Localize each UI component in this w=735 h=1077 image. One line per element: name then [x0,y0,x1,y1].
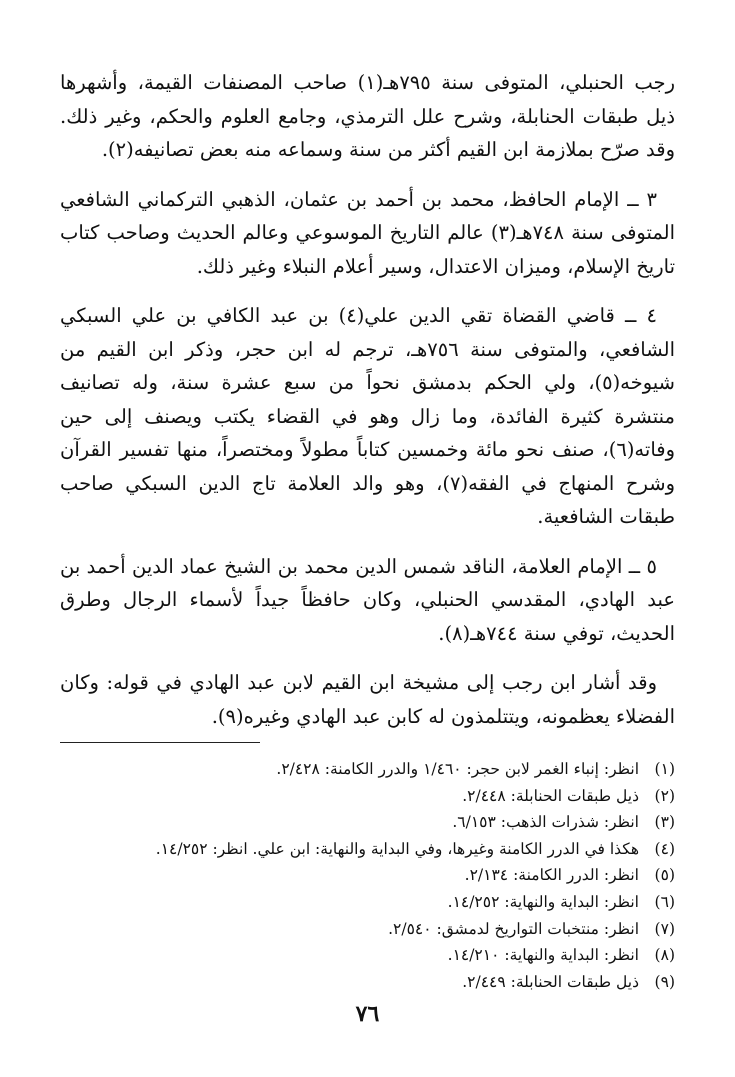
footnote-number: (٣) [654,813,675,832]
footnote-text: انظر: البداية والنهاية: ١٤/٢٥٢. [447,892,639,911]
footnote-3 [60,809,675,836]
footnote-4 [60,836,675,863]
footnote-number: (٧) [654,919,675,938]
footnote-text: انظر: إنباء الغمر لابن حجر: ١/٤٦٠ والدرر الكامنة: ٢/٤٢٨. [276,760,639,778]
footnote-5 [60,862,675,889]
footnote-text: ذيل طبقات الحنابلة: ٢/٤٤٨. [462,786,639,805]
footnote-text: انظر: منتخبات التواريخ لدمشق: ٢/٥٤٠. [388,919,639,938]
footnote-text: ذيل طبقات الحنابلة: ٢/٤٤٩. [462,972,639,991]
paragraph-2: ٣ ــ الإمام الحافظ، محمد بن أحمد بن عثمان، الذهبي التركماني الشافعي المتوفى سنة ٧٤٨هـ(٣) عالم التاريخ الموسوعي وعالم الحديث وصاحب كتاب تاريخ الإسلام، وميزان الاعتدال، وسير أعلام النبلاء وغير ذلك. [60,187,675,278]
footnote-number: (٦) [654,892,675,911]
footnote-text: هكذا في الدرر الكامنة وغيرها، وفي البداية والنهاية: ابن علي. انظر: ١٤/٢٥٢. [155,839,639,858]
page-number: ٧٦ [355,1001,380,1027]
footnote-7 [60,916,675,943]
book-page [60,66,675,1077]
footnote-number: (٨) [654,946,675,965]
footnote-6 [60,889,675,916]
paragraph-5: وقد أشار ابن رجب إلى مشيخة ابن القيم لابن عبد الهادي في قوله: وكان الفضلاء يعظمونه، ويتتلمذون له كابن عبد الهادي وغيره(٩). [60,671,675,728]
footnote-number: (٩) [654,972,675,991]
paragraph-3: ٤ ــ قاضي القضاة تقي الدين علي(٤) بن عبد الكافي بن علي السبكي الشافعي، والمتوفى سنة ٧٥٦هـ، ترجم له ابن حجر، وذكر ابن القيم من شيوخه(٥)، ولي الحكم بدمشق نحواً من سبع عشرة سنة، وله تصانيف منتشرة كثيرة الفائدة، وما زال وهو في القضاء يكتب ويصنف إلى حين وفاته(٦)، صنف نحو مائة وخمسين كتاباً مطولاً ومختصراً، منها تفسير القرآن وشرح المنهاج في الفقه(٧)، وهو والد العلامة تاج الدين السبكي صاحب طبقات الشافعية. [60,304,676,528]
footnote-number: (١) [654,760,675,778]
footnote-number: (٤) [654,839,675,858]
footnote-text: انظر: شذرات الذهب: ٦/١٥٣. [452,813,639,832]
footnote-separator [60,742,260,743]
footnote-number: (٥) [654,866,675,885]
footnotes [60,756,675,995]
paragraph-4: ٥ ــ الإمام العلامة، الناقد شمس الدين محمد بن الشيخ عماد الدين أحمد بن عبد الهادي، المقدسي الحنبلي، وكان حافظاً جيداً لأسماء الرجال وطرق الحديث، توفي سنة ٧٤٤هـ(٨). [60,554,675,645]
paragraph-1: رجب الحنبلي، المتوفى سنة ٧٩٥هـ(١) صاحب المصنفات القيمة، وأشهرها ذيل طبقات الحنابلة، وشرح علل الترمذي، وجامع العلوم والحكم، وغير ذلك. وقد صرّح بملازمة ابن القيم أكثر من سنة وسماعه منه بعض تصانيفه(٢). [60,71,675,161]
footnote-8 [60,942,675,969]
footnote-1 [60,756,675,783]
footnote-9 [60,969,675,996]
footnote-number: (٢) [654,786,675,805]
footnote-2 [60,783,675,810]
footnote-text: انظر: الدرر الكامنة: ٢/١٣٤. [464,866,639,885]
footnote-text: انظر: البداية والنهاية: ١٤/٢١٠. [447,946,639,965]
body-text [60,66,675,733]
